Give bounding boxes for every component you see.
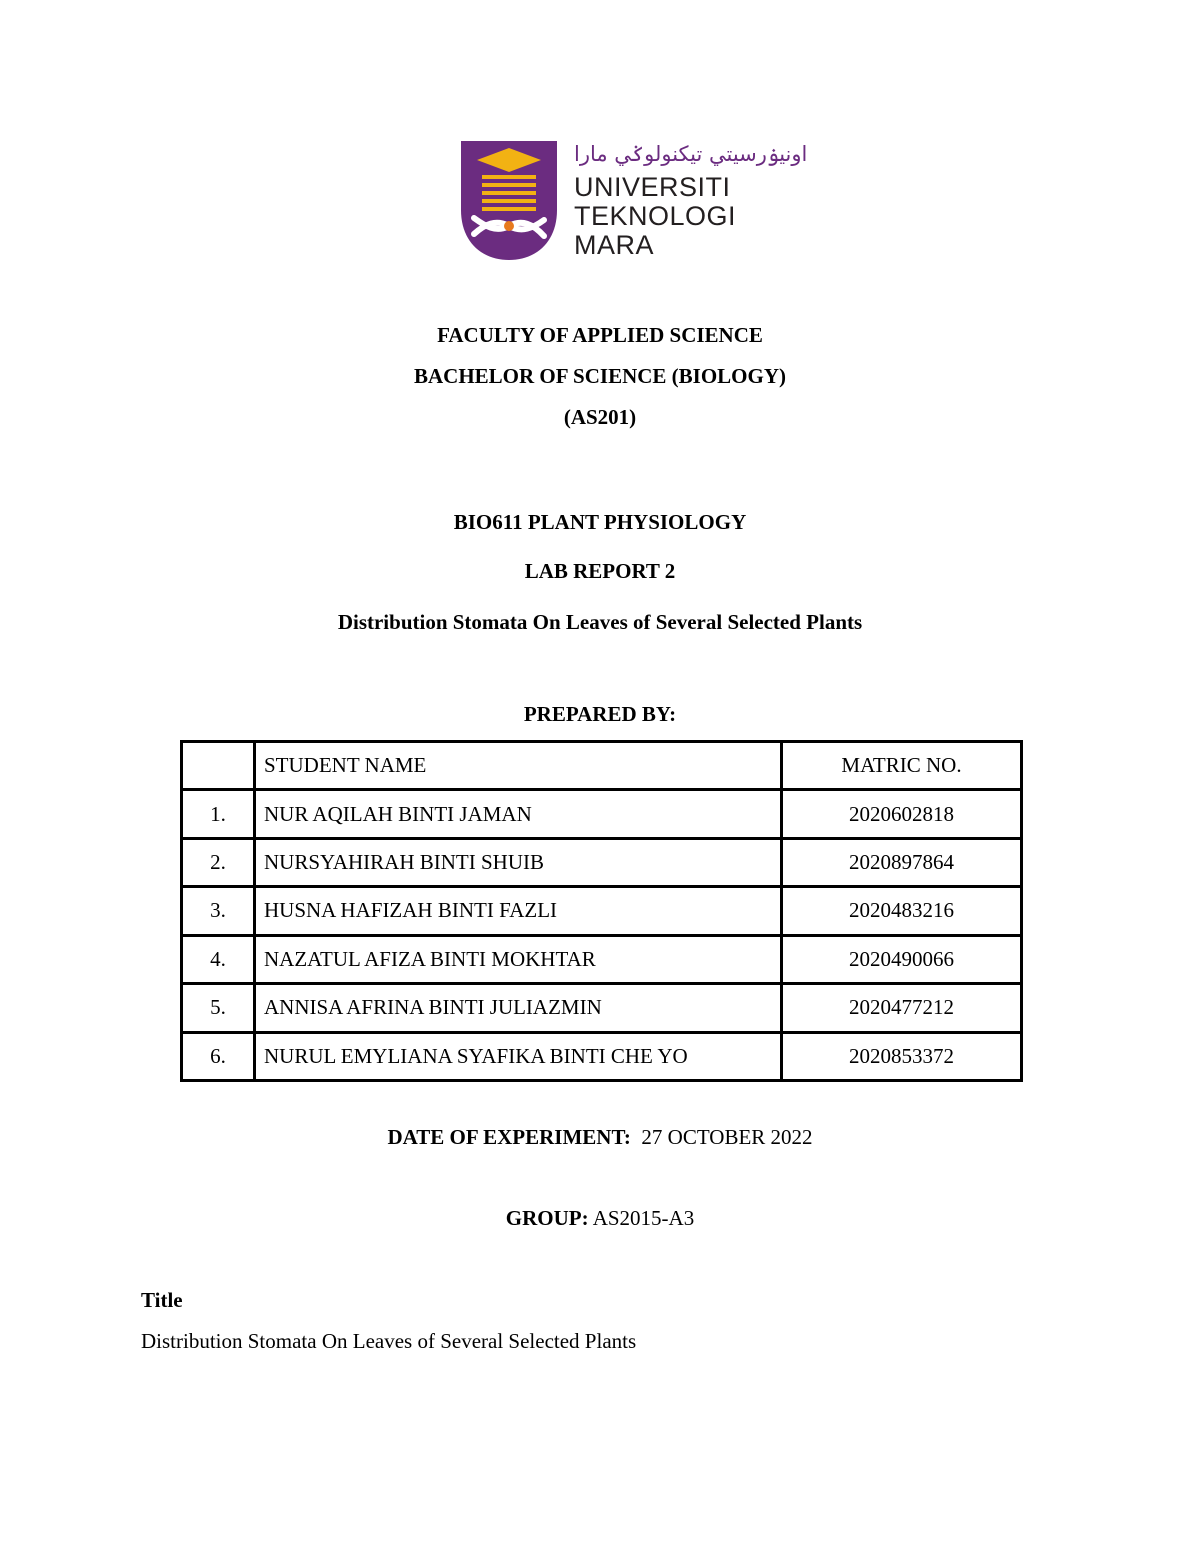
course-heading: BIO611 PLANT PHYSIOLOGY (453, 510, 747, 534)
university-logo (460, 138, 808, 262)
experiment-date-line (0, 1123, 1200, 1151)
row-number: 2. (182, 838, 255, 886)
student-name: ANNISA AFRINA BINTI JULIAZMIN (255, 984, 782, 1032)
program-code: (AS201) (563, 405, 637, 429)
row-number: 3. (182, 887, 255, 935)
matric-number: 2020602818 (782, 790, 1022, 838)
header-cell-matric-no: MATRIC NO. (782, 742, 1022, 790)
logo-line-universiti: UNIVERSITI (574, 172, 731, 202)
logo-wordmark (574, 138, 808, 262)
table-row (182, 838, 1022, 886)
row-number: 5. (182, 984, 255, 1032)
matric-number: 2020477212 (782, 984, 1022, 1032)
group-value: AS2015-A3 (592, 1206, 695, 1230)
title-text: Distribution Stomata On Leaves of Several Selected Plants (141, 1329, 637, 1353)
student-name: NAZATUL AFIZA BINTI MOKHTAR (255, 935, 782, 983)
student-name: HUSNA HAFIZAH BINTI FAZLI (255, 887, 782, 935)
row-number: 6. (182, 1032, 255, 1080)
date-label: DATE OF EXPERIMENT: (387, 1125, 631, 1149)
group-label: GROUP: (505, 1206, 589, 1230)
row-number: 1. (182, 790, 255, 838)
logo-line-teknologi: TEKNOLOGI (574, 201, 737, 231)
students-table (180, 740, 1023, 1082)
report-heading: LAB REPORT 2 (524, 559, 676, 583)
matric-number: 2020853372 (782, 1032, 1022, 1080)
header-cell-no (182, 742, 255, 790)
header-cell-student-name: STUDENT NAME (255, 742, 782, 790)
university-crest-icon (460, 138, 560, 262)
table-row (182, 984, 1022, 1032)
group-line (0, 1204, 1200, 1232)
table-row (182, 790, 1022, 838)
table-row (182, 935, 1022, 983)
faculty-heading: FACULTY OF APPLIED SCIENCE (437, 323, 763, 347)
student-name: NURSYAHIRAH BINTI SHUIB (255, 838, 782, 886)
matric-number: 2020483216 (782, 887, 1022, 935)
logo-line-mara: MARA (574, 230, 655, 260)
logo-jawi-text: اونيۏرسيتي تيكنولوݢي مارا (574, 142, 808, 166)
date-value: 27 OCTOBER 2022 (641, 1125, 813, 1149)
report-title: Distribution Stomata On Leaves of Several Selected Plants (337, 610, 863, 634)
student-name: NURUL EMYLIANA SYAFIKA BINTI CHE YO (255, 1032, 782, 1080)
row-number: 4. (182, 935, 255, 983)
title-heading: Title (141, 1288, 183, 1312)
prepared-by-label: PREPARED BY: (523, 702, 677, 726)
matric-number: 2020490066 (782, 935, 1022, 983)
table-header-row (182, 742, 1022, 790)
table-row (182, 1032, 1022, 1080)
program-heading: BACHELOR OF SCIENCE (BIOLOGY) (413, 364, 787, 388)
table-row (182, 887, 1022, 935)
matric-number: 2020897864 (782, 838, 1022, 886)
student-name: NUR AQILAH BINTI JAMAN (255, 790, 782, 838)
